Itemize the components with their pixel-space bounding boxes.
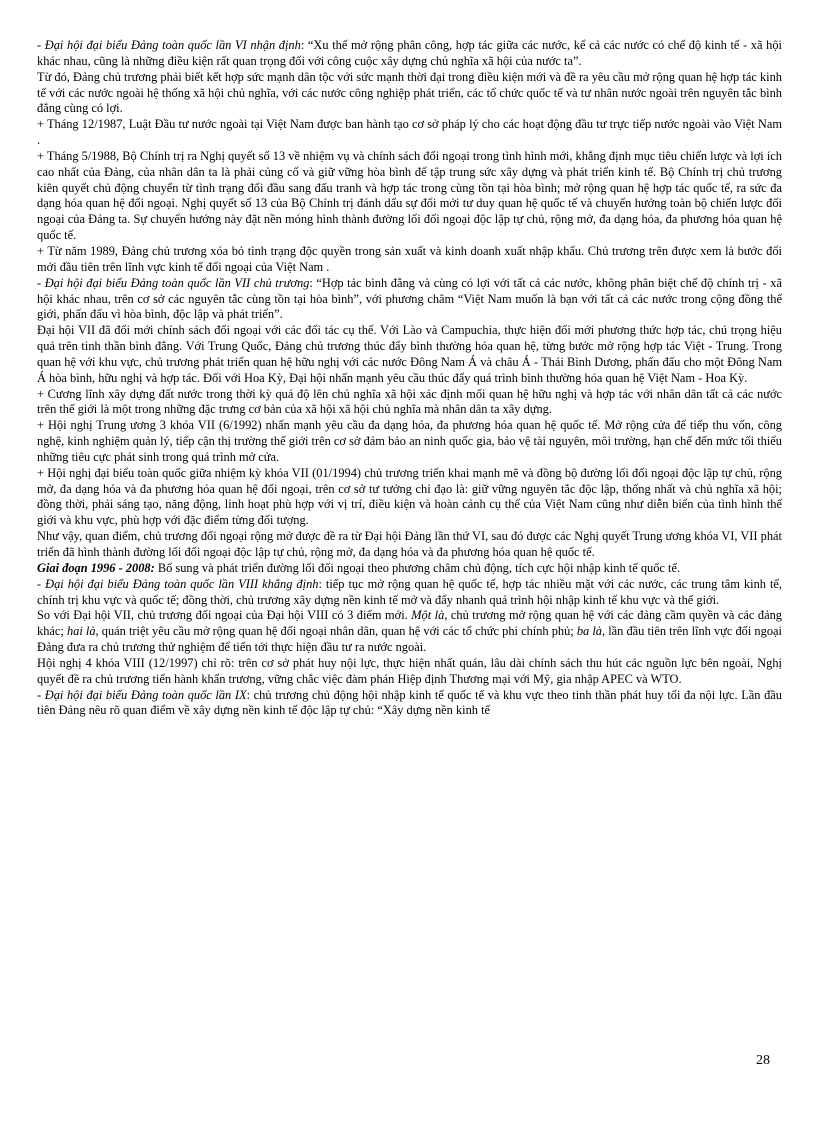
paragraph xyxy=(37,577,782,609)
paragraph-lead: - Đại hội đại biểu Đảng toàn quốc lần VII chủ trương xyxy=(37,275,310,290)
paragraph-text: , lần đầu tiên trên lĩnh vực đối ngoại Đảng đưa ra chủ trương thử nghiệm để tiến tới thực hiện đầu tư ra nước ngoài. xyxy=(37,624,782,655)
paragraph-text: , quán triệt yêu cầu mở rộng quan hệ đối ngoại nhân dân, quan hệ với các tổ chức phi chính phủ; xyxy=(95,624,577,639)
paragraph xyxy=(37,656,782,688)
paragraph-text: : tiếp tục mở rộng quan hệ quốc tế, hợp tác nhiều mặt với các nước, các trung tâm kinh tế, chính trị khu vực và quốc tế; đồng thời, chủ trương xây dựng nền kinh tế mở và đẩy nhanh quá trình hội nhập kinh tế khu vực và thế giới. xyxy=(37,576,782,607)
paragraph xyxy=(37,387,782,419)
paragraph xyxy=(37,244,782,276)
paragraph-lead: - Đại hội đại biểu Đảng toàn quốc lần IX xyxy=(37,687,247,702)
paragraph xyxy=(37,276,782,324)
paragraph xyxy=(37,529,782,561)
paragraph xyxy=(37,117,782,149)
paragraph xyxy=(37,323,782,386)
point-label: Một là xyxy=(411,608,445,623)
paragraph xyxy=(37,418,782,466)
paragraph-text: Như vậy, quan điểm, chủ trương đối ngoại rộng mở được đề ra từ Đại hội Đảng lần thứ VI, sau đó được các Nghị quyết Trung ương khóa VI, VII phát triển đã hình thành đường lối đối ngoại độc lập tự chủ, rộng mở, đa dạng hóa và đa phương hóa quan hệ quốc tế. xyxy=(37,529,782,559)
paragraph-text: : “Xu thế mở rộng phân công, hợp tác giữa các nước, kể cả các nước có chế độ kinh tế - xã hội khác nhau, cũng là những điều kiện rất quan trọng đối với công cuộc xây dựng chủ nghĩa xã hội của nước ta”. xyxy=(37,38,782,68)
paragraph-viii-new-points xyxy=(37,608,782,656)
paragraph-text: Hội nghị 4 khóa VIII (12/1997) chỉ rõ: trên cơ sở phát huy nội lực, thực hiện nhất quán, lâu dài chính sách thu hút các nguồn lực bên ngoài, Nghị quyết đề ra chủ trương tiến hành khẩn trương, vững chắc việc đàm phán Hiệp định Thương mại với Mỹ, gia nhập APEC và WTO. xyxy=(37,655,782,686)
paragraph-text: + Tháng 12/1987, Luật Đầu tư nước ngoài tại Việt Nam được ban hành tạo cơ sở pháp lý cho các hoạt động đầu tư trực tiếp nước ngoài vào Việt Nam . xyxy=(37,117,782,148)
paragraph-text: Bổ sung và phát triển đường lối đối ngoại theo phương châm chủ động, tích cực hội nhập kinh tế quốc tế. xyxy=(154,560,681,575)
paragraph-text: + Hội nghị Trung ương 3 khóa VII (6/1992) nhấn mạnh yêu cầu đa dạng hóa, đa phương hóa quan hệ quốc tế. Mở rộng cửa để tiếp thu vốn, công nghệ, kinh nghiệm quản lý, tiếp cận thị trường thế giới trên cơ sở đảm bảo an ninh quốc gia, bảo vệ tài nguyên, môi trường, hạn chế đến mức tối thiểu những tiêu cực phát sinh trong quá trình mở cửa. xyxy=(37,418,782,464)
point-label: hai là xyxy=(66,624,96,639)
paragraph-text: , chủ trương mở rộng quan hệ với các đảng cầm quyền và các đảng khác; xyxy=(37,608,782,639)
section-heading: Giai đoạn 1996 - 2008: xyxy=(37,560,155,575)
section-heading-paragraph xyxy=(37,561,782,577)
paragraph-lead: - Đại hội đại biểu Đảng toàn quốc lần VIII khẳng định xyxy=(37,576,319,591)
paragraph-text: : chủ trương chủ động hội nhập kinh tế quốc tế và khu vực theo tinh thần phát huy tối đa nội lực. Lần đầu tiên Đảng nêu rõ quan điểm về xây dựng nền kinh tế độc lập tự chủ: “Xây dựng nền kinh tế xyxy=(37,687,782,718)
paragraph xyxy=(37,38,782,70)
page-number: 28 xyxy=(756,1053,770,1068)
paragraph xyxy=(37,149,782,244)
paragraph-text: So với Đại hội VII, chủ trương đối ngoại của Đại hội VIII có 3 điểm mới. xyxy=(37,608,412,623)
paragraph-text: Từ đó, Đảng chủ trương phải biết kết hợp sức mạnh dân tộc với sức mạnh thời đại trong điều kiện mới và đề ra yêu cầu mở rộng quan hệ hợp tác kinh tế với các nước ngoài hệ thống xã hội chủ nghĩa, với các nước công nghiệp phát triển, các tổ chức quốc tế và tư nhân nước ngoài trên nguyên tắc bình đẳng cùng có lợi. xyxy=(37,69,782,116)
paragraph-text: + Hội nghị đại biểu toàn quốc giữa nhiệm kỳ khóa VII (01/1994) chủ trương triển khai mạnh mẽ và đồng bộ đường lối đối ngoại độc lập tự chủ, rộng mở, đa dạng hóa và đa phương hóa quan hệ đối ngoại, trên cơ sở tư tưởng chỉ đạo là: giữ vững nguyên tắc độc lập, thống nhất và chủ nghĩa xã hội; đồng thời, phải sáng tạo, năng động, linh hoạt phù hợp với vị trí, điều kiện và hoàn cảnh cụ thể của Việt Nam cũng như diễn biến của tình hình thế giới và khu vực, phù hợp với đặc điểm từng đối tượng. xyxy=(37,465,782,528)
paragraph xyxy=(37,688,782,720)
paragraph-lead: - Đại hội đại biểu Đảng toàn quốc lần VI nhận định xyxy=(37,38,301,52)
paragraph-text: + Cương lĩnh xây dựng đất nước trong thời kỳ quá độ lên chủ nghĩa xã hội xác định mối quan hệ hữu nghị và hợp tác với nhân dân tất cả các nước trên thế giới là một trong những đặc trưng cơ bản của xã hội xã hội chủ nghĩa mà nhân dân ta xây dựng. xyxy=(37,386,782,417)
paragraph-text: : “Hợp tác bình đẳng và cùng có lợi với tất cả các nước, không phân biệt chế độ chính trị - xã hội khác nhau, trên cơ sở các nguyên tắc cùng tồn tại hòa bình”, với phương châm “Việt Nam muốn là bạn với tất cả các nước trong cộng đồng thế giới, phấn đấu vì hòa bình, độc lập và phát triển”. xyxy=(37,275,782,322)
point-label: ba là xyxy=(576,624,603,639)
paragraph-text: + Từ năm 1989, Đảng chủ trương xóa bỏ tình trạng độc quyền trong sản xuất và kinh doanh xuất nhập khẩu. Chủ trương trên được xem là bước đổi mới đầu tiên trên lĩnh vực kinh tế đối ngoại của Việt Nam . xyxy=(37,243,782,274)
document-body xyxy=(37,38,782,719)
paragraph-text: Đại hội VII đã đổi mới chính sách đối ngoại với các đối tác cụ thể. Với Lào và Campuchia, thực hiện đổi mới phương thức hợp tác, chú trọng hiệu quả trên tinh thần bình đẳng. Với Trung Quốc, Đảng chủ trương thúc đẩy bình thường hóa quan hệ, từng bước mở rộng hợp tác Việt - Trung. Trong quan hệ với khu vực, chủ trương phát triển quan hệ hữu nghị với các nước Đông Nam Á và châu Á - Thái Bình Dương, phấn đấu cho một Đông Nam Á hòa bình, hữu nghị và hợp tác. Đối với Hoa Kỳ, Đại hội nhấn mạnh yêu cầu thúc đẩy quá trình bình thường hóa quan hệ Việt Nam - Hoa Kỳ. xyxy=(37,323,782,385)
paragraph xyxy=(37,466,782,529)
paragraph-text: + Tháng 5/1988, Bộ Chính trị ra Nghị quyết số 13 về nhiệm vụ và chính sách đối ngoại trong tình hình mới, khẳng định mục tiêu chiến lược và lợi ích cao nhất của Đảng, của nhân dân ta là phải củng cố và giữ vững hòa bình để tập trung sức xây dựng và phát triển kinh tế. Bộ Chính trị chủ trương kiên quyết chủ động chuyển từ tình trạng đối đầu sang đấu tranh và hợp tác trong cùng tồn tại hòa bình; mở rộng quan hệ hợp tác quốc tế, ra sức đa dạng hóa quan hệ đối ngoại. Nghị quyết số 13 của Bộ Chính trị đánh dấu sự đổi mới tư duy quan hệ quốc tế và chuyển hướng toàn bộ chiến lược đối ngoại của Đảng ta. Sự chuyển hướng này đặt nền móng hình thành đường lối đối ngoại độc lập tự chủ, rộng mở, đa dạng hóa, đa phương hóa quan hệ quốc tế. xyxy=(37,148,782,243)
paragraph xyxy=(37,70,782,118)
